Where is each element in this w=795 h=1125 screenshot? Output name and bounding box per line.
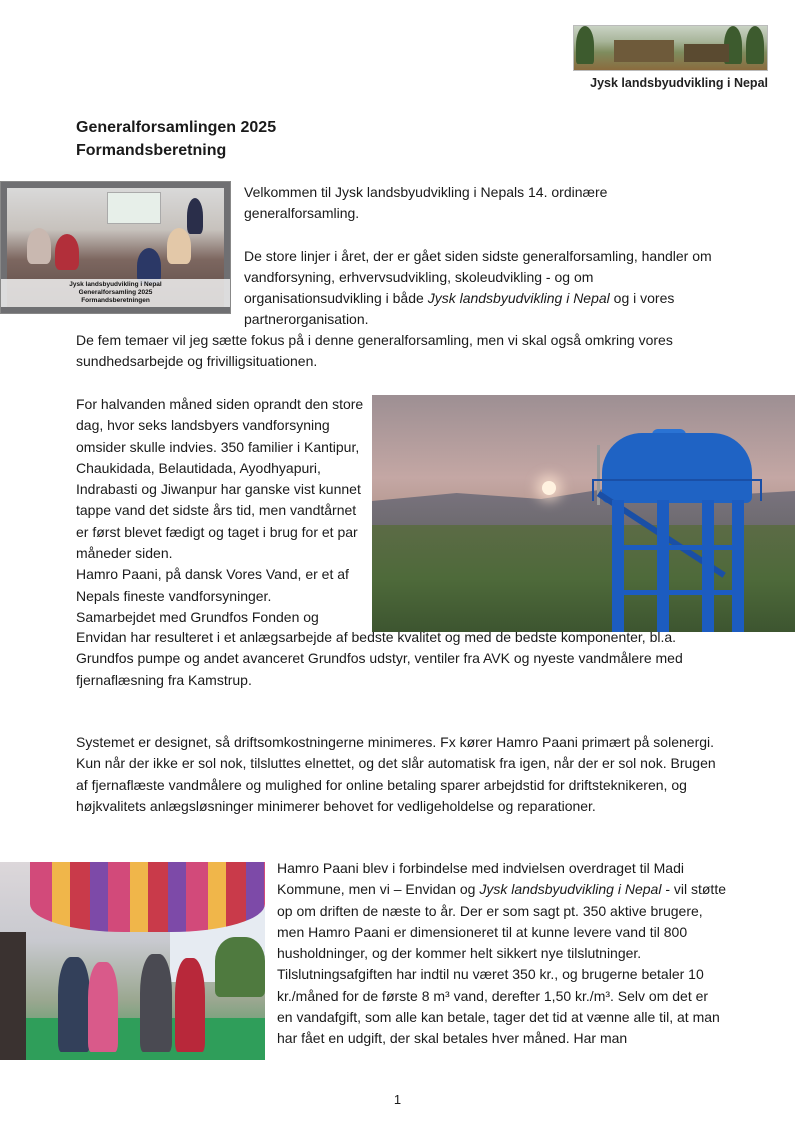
logo-text: Jysk landsbyudvikling i Nepal bbox=[590, 76, 768, 90]
paragraph-themes: De store linjer i året, der er gået siden sidste generalforsamling, handler om vandforsyning, erhvervsudvikling, skoleudvikling - og om organisationsudvikling i både Jysk landsbyudvikling i Nepal og i vores partnerorganisation. bbox=[244, 247, 712, 328]
ceremony-photo bbox=[0, 862, 265, 1060]
intro-text-block bbox=[244, 182, 724, 331]
page-title bbox=[76, 116, 276, 162]
meeting-photo bbox=[0, 181, 231, 314]
water-tower-photo bbox=[372, 395, 795, 632]
title-line-2: Formandsberetning bbox=[76, 142, 227, 159]
paragraph-handover: Hamro Paani blev i forbindelse med indvielsen overdraget til Madi Kommune, men vi – Envidan og Jysk landsbyudvikling i Nepal - vil støtte op om driften de næste to år. Der er som sagt pt. 350 aktive brugere, men Hamro Paani er dimensioneret til at kunne levere vand til 800 husholdninger, og der kommer helt sikkert nye tilslutninger. Tilslutningsafgiften har indtil nu været 350 kr., og brugerne betaler 10 kr./måned for de første 8 m³ vand, derefter 1,50 kr./m³. Selv om det er en vandafgift, som alle kan betale, tager det tid at vænne alle til, at man har fået en udgift, der skal betales hver måned. Har man bbox=[277, 860, 726, 1047]
paragraph-welcome: Velkommen til Jysk landsbyudvikling i Nepals 14. ordinære generalforsamling. bbox=[244, 184, 608, 222]
paragraph-cooperation: Envidan har resulteret i et anlægsarbejde af bedste kvalitet og med de bedste komponenter, bl.a. Grundfos pumpe og andet avanceret Grundfos udstyr, ventiler fra AVK og nyeste vandmålere med fjernaflæsning fra Kamstrup. bbox=[76, 629, 683, 688]
paragraph-focus: De fem temaer vil jeg sætte fokus på i denne generalforsamling, men vi skal også omkring vores sundhedsarbejde og frivilligsituationen. bbox=[76, 332, 673, 370]
paragraph-system: Systemet er designet, så driftsomkostningerne minimeres. Fx kører Hamro Paani primært på solenergi. Kun når der ikke er sol nok, tilsluttes elnettet, og det slår automatisk fra igen, når der er sol nok. Brugen af fjernaflæste vandmålere og mulighed for online betaling sparer arbejdstid for driftsteknikeren, og højkvalitets anlægsløsninger minimerer behovet for vedligeholdelse og reparationer. bbox=[76, 734, 716, 814]
page-number: 1 bbox=[393, 1092, 402, 1107]
logo bbox=[573, 25, 768, 90]
paragraph-inauguration: For halvanden måned siden oprandt den store dag, hvor seks landsbyers vandforsyning omsider skulle indvies. 350 familier i Kantipur, Chaukidada, Belautidada, Ayodhyapuri, Indrabasti og Jiwanpur har ganske vist kunnet tappe vand det sidste års tid, men vandtårnet er først blevet fædigt og taget i brug for et par måneder siden. Hamro Paani, på dansk Vores Vand, er et af Nepals fineste vandforsyninger. Samarbejdet med Grundfos Fonden og bbox=[76, 396, 364, 625]
meeting-photo-caption: Jysk landsbyudvikling i Nepal Generalforsamling 2025 Formandsberetningen bbox=[1, 279, 230, 307]
logo-village-image bbox=[573, 25, 768, 71]
title-line-1: Generalforsamlingen 2025 bbox=[76, 119, 277, 136]
